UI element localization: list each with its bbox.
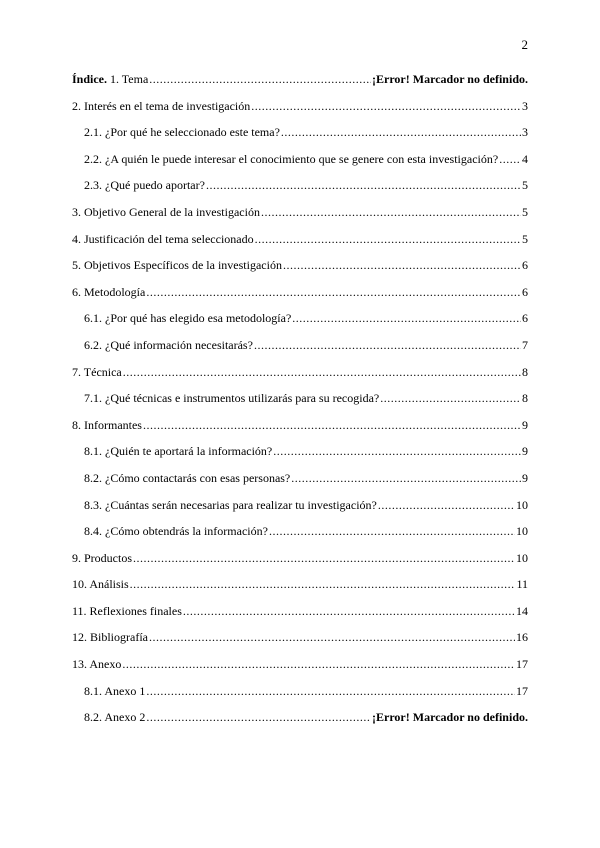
toc-entry-title [84,524,268,539]
toc-page-number: 5 [522,231,528,246]
toc-entry-text: 6.2. ¿Qué información necesitarás? [84,337,253,352]
toc-page-number: 9 [522,470,528,485]
toc-entry-text: 2. Interés en el tema de investigación [72,98,251,113]
dot-leader [183,604,515,619]
toc-entry-text: 1. Tema [110,72,149,86]
dot-leader [143,418,521,433]
toc-entry[interactable] [72,524,528,551]
dot-leader [122,657,515,672]
toc-entry[interactable] [72,205,528,232]
toc-page-number: 8 [522,391,528,406]
dot-leader [146,285,521,300]
toc-entry[interactable] [72,391,528,418]
toc-page-number: 10 [516,550,528,565]
toc-entry-text: 4. Justificación del tema seleccionado [72,231,254,246]
dot-leader [261,205,521,220]
dot-leader [123,365,521,380]
toc-entry-title [72,604,182,619]
toc-entry[interactable] [72,684,528,711]
toc-entry[interactable] [72,285,528,312]
dot-leader [292,311,521,326]
dot-leader [149,72,371,87]
toc-entry-text: 7.1. ¿Qué técnicas e instrumentos utilizarás para su recogida? [84,391,380,406]
dot-leader [273,444,521,459]
toc-entry-text: 6. Metodología [72,284,146,299]
toc-entry[interactable] [72,444,528,471]
toc-entry-text: 8.2. Anexo 2 [84,710,146,725]
dot-leader [281,125,521,140]
toc-entry-text: 8.2. ¿Cómo contactarás con esas personas? [84,470,291,485]
dot-leader [378,498,515,513]
toc-entry[interactable] [72,258,528,285]
toc-entry[interactable] [72,152,528,179]
toc-page-number: 3 [522,125,528,140]
toc-entry-text: 3. Objetivo General de la investigación [72,204,260,219]
toc-entry[interactable] [72,630,528,657]
toc-page-number: 6 [522,258,528,273]
toc-entry-text: 8.1. ¿Quién te aportará la información? [84,444,273,459]
toc-entry-text: 6.1. ¿Por qué has elegido esa metodología? [84,311,292,326]
toc-entry[interactable] [72,471,528,498]
toc-entry-title [84,391,379,406]
toc-entry-title [84,684,145,699]
toc-entry-title [72,285,145,300]
toc-entry-title [72,99,250,114]
toc-entry-title [72,205,260,220]
dot-leader [255,232,521,247]
toc-heading: Índice. [72,72,108,86]
dot-leader [254,338,521,353]
toc-entry-title [72,365,122,380]
toc-entry[interactable] [72,577,528,604]
toc-page-number: 9 [522,417,528,432]
toc-error-message: ¡Error! Marcador no definido. [372,710,528,725]
dot-leader [130,577,516,592]
toc-entry-text: 13. Anexo [72,657,122,672]
toc-entry[interactable] [72,418,528,445]
toc-entry[interactable] [72,99,528,126]
dot-leader [133,551,515,566]
toc-entry[interactable] [72,710,528,737]
table-of-contents [72,72,528,737]
dot-leader [291,471,521,486]
toc-entry[interactable] [72,125,528,152]
dot-leader [380,391,521,406]
toc-page-number: 17 [516,657,528,672]
toc-entry-text: 2.2. ¿A quién le puede interesar el conocimiento que se genere con esta investigación? [84,151,499,166]
toc-entry[interactable] [72,311,528,338]
toc-entry-text: 8. Informantes [72,417,142,432]
toc-page-number: 5 [522,178,528,193]
toc-entry[interactable] [72,232,528,259]
toc-entry-text: 11. Reflexiones finales [72,603,182,618]
toc-entry-title [72,72,148,87]
dot-leader [146,710,371,725]
toc-entry-title [72,258,282,273]
toc-entry-title [72,551,132,566]
toc-entry-text: 8.4. ¿Cómo obtendrás la información? [84,524,268,539]
toc-entry-title [84,311,291,326]
toc-entry-title [84,125,280,140]
toc-entry-text: 12. Bibliografía [72,630,148,645]
toc-page-number: 4 [522,151,528,166]
toc-entry-title [72,577,129,592]
dot-leader [251,99,521,114]
toc-entry-title [72,232,254,247]
toc-entry-text: 8.3. ¿Cuántas serán necesarias para realizar tu investigación? [84,497,377,512]
toc-page-number: 3 [522,98,528,113]
toc-page-number: 14 [516,603,528,618]
toc-entry[interactable] [72,338,528,365]
toc-entry-title [84,338,253,353]
toc-entry-text: 2.1. ¿Por qué he seleccionado este tema? [84,125,280,140]
toc-page-number: 6 [522,311,528,326]
dot-leader [269,524,515,539]
toc-entry-text: 10. Análisis [72,577,129,592]
toc-entry[interactable] [72,604,528,631]
toc-entry-title [72,657,121,672]
toc-entry[interactable] [72,365,528,392]
page-number: 2 [521,37,528,52]
toc-page-number: 11 [516,577,528,592]
toc-entry-text: 5. Objetivos Específicos de la investigación [72,258,282,273]
toc-page-number: 16 [516,630,528,645]
toc-entry-text: 2.3. ¿Qué puedo aportar? [84,178,205,193]
toc-page-number: 7 [522,337,528,352]
dot-leader [206,178,521,193]
toc-page-number: 6 [522,284,528,299]
dot-leader [283,258,521,273]
toc-entry-title [84,444,272,459]
toc-entry[interactable] [72,551,528,578]
toc-page-number: 10 [516,497,528,512]
toc-entry-text: 8.1. Anexo 1 [84,683,146,698]
toc-entry-title [84,710,145,725]
toc-page-number: 5 [522,204,528,219]
toc-error-message: ¡Error! Marcador no definido. [372,72,528,86]
toc-entry[interactable] [72,498,528,525]
toc-page-number: 8 [522,364,528,379]
toc-entry-title [84,178,205,193]
toc-entry[interactable] [72,178,528,205]
toc-entry-title [84,152,498,167]
toc-page-number: 10 [516,524,528,539]
dot-leader [146,684,515,699]
toc-page-number: 17 [516,683,528,698]
toc-entry-title [84,498,377,513]
dot-leader [499,152,521,167]
toc-entry-text: 7. Técnica [72,364,122,379]
toc-entry[interactable] [72,657,528,684]
toc-entry-title [84,471,290,486]
toc-page-number: 9 [522,444,528,459]
toc-entry-title [72,630,148,645]
toc-entry-title [72,418,142,433]
dot-leader [149,630,515,645]
toc-entry[interactable] [72,72,528,99]
toc-entry-text: 9. Productos [72,550,132,565]
